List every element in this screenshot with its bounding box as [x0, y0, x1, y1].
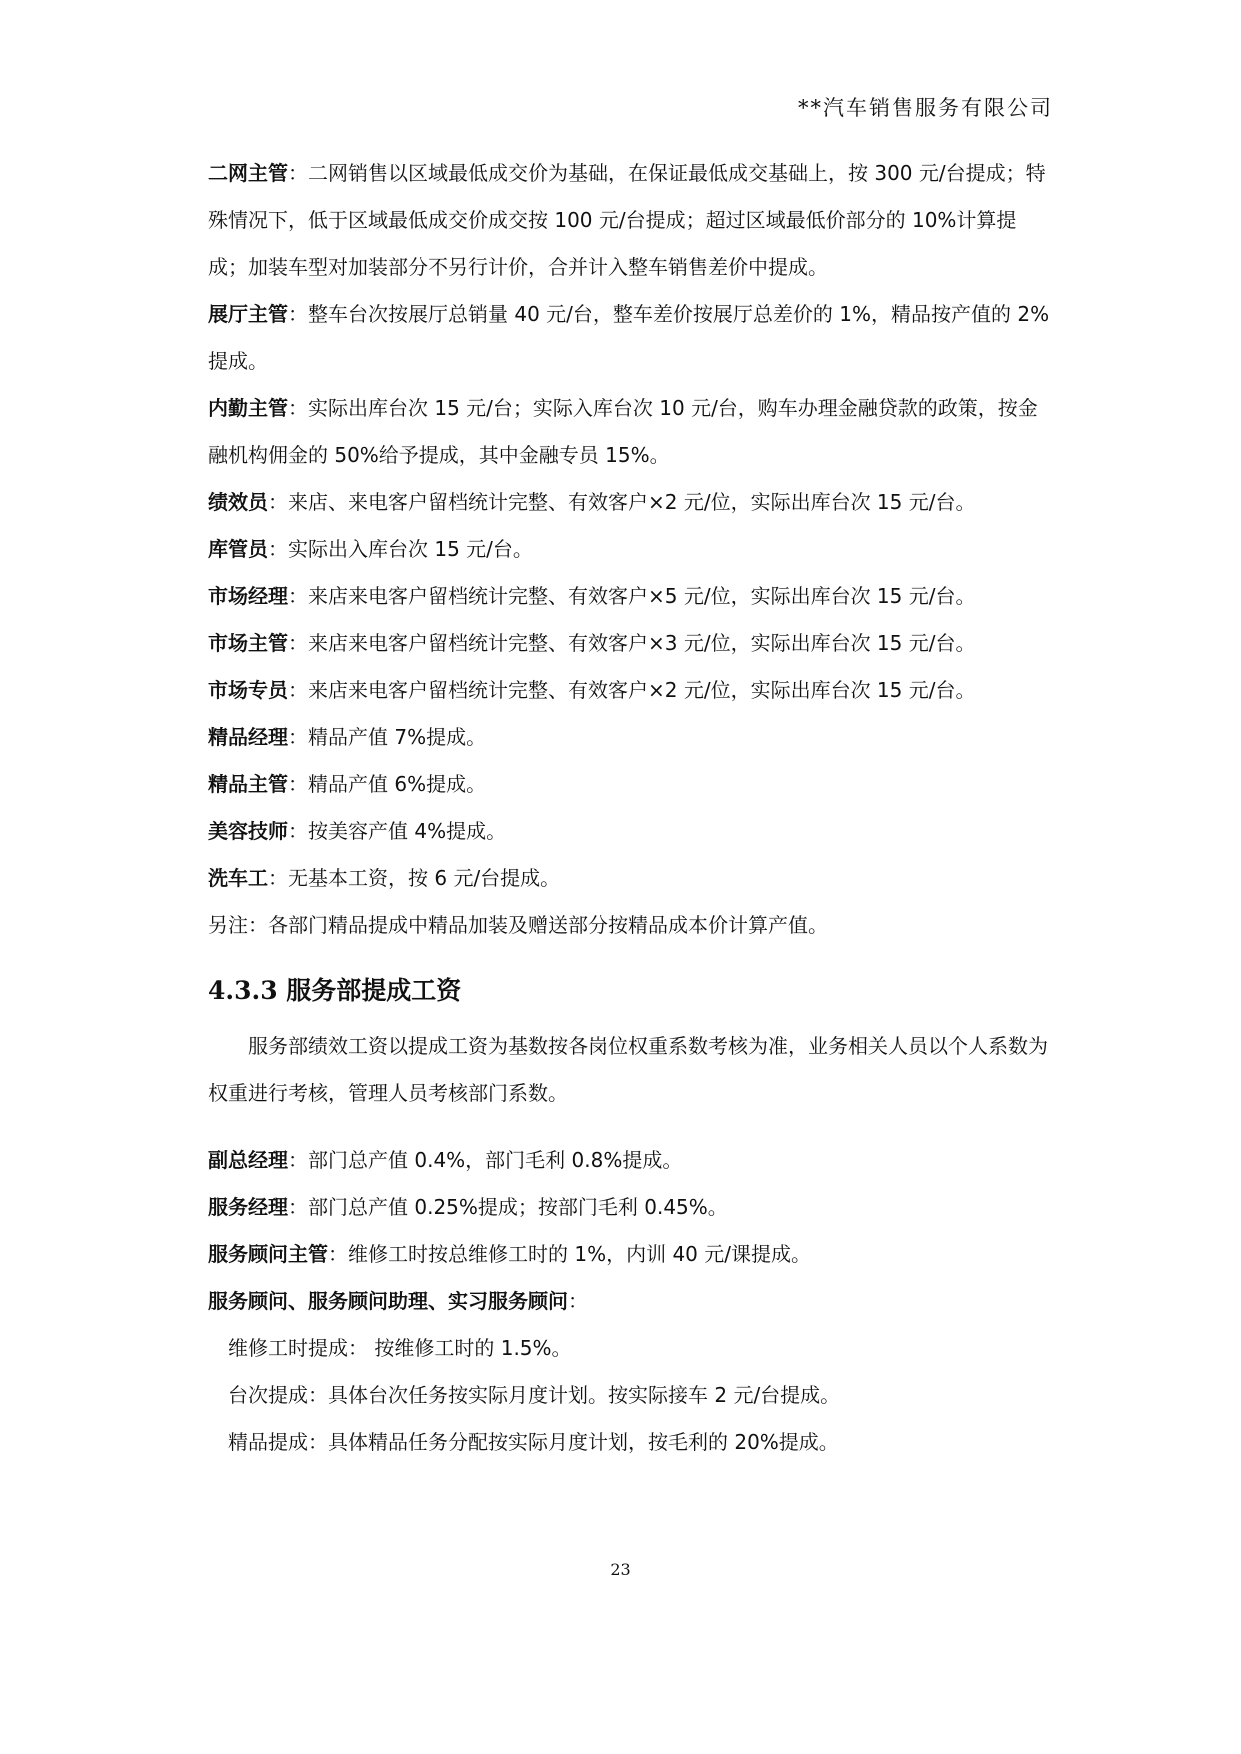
item-label: 绩效员: [208, 490, 268, 514]
item-warehouse-clerk: [208, 526, 1056, 573]
page-content: [208, 150, 1056, 1466]
section-heading: 4.3.3 服务部提成工资: [208, 976, 462, 1005]
item-label: 精品主管: [208, 772, 288, 796]
item-label: 服务顾问、服务顾问助理、实习服务顾问: [208, 1289, 568, 1313]
item-marketing-specialist: [208, 667, 1056, 714]
item-text: ：: [568, 1289, 588, 1313]
item-text: ：整车台次按展厅总销量 40 元/台，整车差价按展厅总差价的 1%，精品按产值的 2% 提成。: [208, 302, 1050, 373]
item-service-advisor-supervisor: [208, 1231, 1056, 1278]
item-service-advisors: [208, 1278, 1056, 1325]
item-text: ：二网销售以区域最低成交价为基础，在保证最低成交基础上，按 300 元/台提成；特殊情况下，低于区域最低成交价成交按 100 元/台提成；超过区域最低价部分的 10%计算提成；加装车型对加装部分不另行计价，合并计入整车销售差价中提成。: [208, 161, 1046, 279]
item-text: ：精品产值 7%提成。: [288, 725, 487, 749]
item-er-wang-supervisor: [208, 150, 1056, 291]
item-performance-clerk: [208, 479, 1056, 526]
item-label: 市场主管: [208, 631, 288, 655]
item-label: 库管员: [208, 537, 268, 561]
item-label: 内勤主管: [208, 396, 288, 420]
item-label: 市场经理: [208, 584, 288, 608]
page-header: **汽车销售服务有限公司: [798, 96, 1053, 120]
item-label: 市场专员: [208, 678, 288, 702]
item-text: ：来店、来电客户留档统计完整、有效客户×2 元/位，实际出库台次 15 元/台。: [268, 490, 976, 514]
item-beauty-technician: [208, 808, 1056, 855]
item-text: ：按美容产值 4%提成。: [288, 819, 507, 843]
section-intro: 服务部绩效工资以提成工资为基数按各岗位权重系数考核为准，业务相关人员以个人系数为权重进行考核，管理人员考核部门系数。: [208, 1034, 1048, 1105]
item-label: 美容技师: [208, 819, 288, 843]
item-text: ：维修工时按总维修工时的 1%，内训 40 元/课提成。: [328, 1242, 811, 1266]
item-label: 副总经理: [208, 1148, 288, 1172]
spacer: [208, 1117, 1056, 1137]
item-marketing-manager: [208, 573, 1056, 620]
item-service-manager: [208, 1184, 1056, 1231]
item-label: 服务顾问主管: [208, 1242, 328, 1266]
item-accessories-supervisor: [208, 761, 1056, 808]
sub-item-vehicle-count: 台次提成：具体台次任务按实际月度计划。按实际接车 2 元/台提成。: [228, 1383, 841, 1407]
item-text: ：来店来电客户留档统计完整、有效客户×2 元/位，实际出库台次 15 元/台。: [288, 678, 976, 702]
item-text: ：来店来电客户留档统计完整、有效客户×3 元/位，实际出库台次 15 元/台。: [288, 631, 976, 655]
item-label: 精品经理: [208, 725, 288, 749]
item-text: ：实际出入库台次 15 元/台。: [268, 537, 533, 561]
item-car-washer: [208, 855, 1056, 902]
item-deputy-gm: [208, 1137, 1056, 1184]
item-label: 洗车工: [208, 866, 268, 890]
item-label: 展厅主管: [208, 302, 288, 326]
item-text: ：来店来电客户留档统计完整、有效客户×5 元/位，实际出库台次 15 元/台。: [288, 584, 976, 608]
item-text: ：实际出库台次 15 元/台；实际入库台次 10 元/台，购车办理金融贷款的政策，按金融机构佣金的 50%给予提成，其中金融专员 15%。: [208, 396, 1038, 467]
item-showroom-supervisor: [208, 291, 1056, 385]
item-marketing-supervisor: [208, 620, 1056, 667]
item-accessories-manager: [208, 714, 1056, 761]
item-text: ：无基本工资，按 6 元/台提成。: [268, 866, 561, 890]
item-text: ：精品产值 6%提成。: [288, 772, 487, 796]
item-text: ：部门总产值 0.25%提成；按部门毛利 0.45%。: [288, 1195, 728, 1219]
item-text: ：部门总产值 0.4%，部门毛利 0.8%提成。: [288, 1148, 683, 1172]
sub-item-accessories: 精品提成：具体精品任务分配按实际月度计划，按毛利的 20%提成。: [228, 1430, 839, 1454]
item-label: 服务经理: [208, 1195, 288, 1219]
item-label: 二网主管: [208, 161, 288, 185]
page-number: 23: [610, 1560, 631, 1579]
sub-item-labor-hours: 维修工时提成： 按维修工时的 1.5%。: [228, 1336, 572, 1360]
note: 另注：各部门精品提成中精品加装及赠送部分按精品成本价计算产值。: [208, 913, 828, 937]
item-office-supervisor: [208, 385, 1056, 479]
